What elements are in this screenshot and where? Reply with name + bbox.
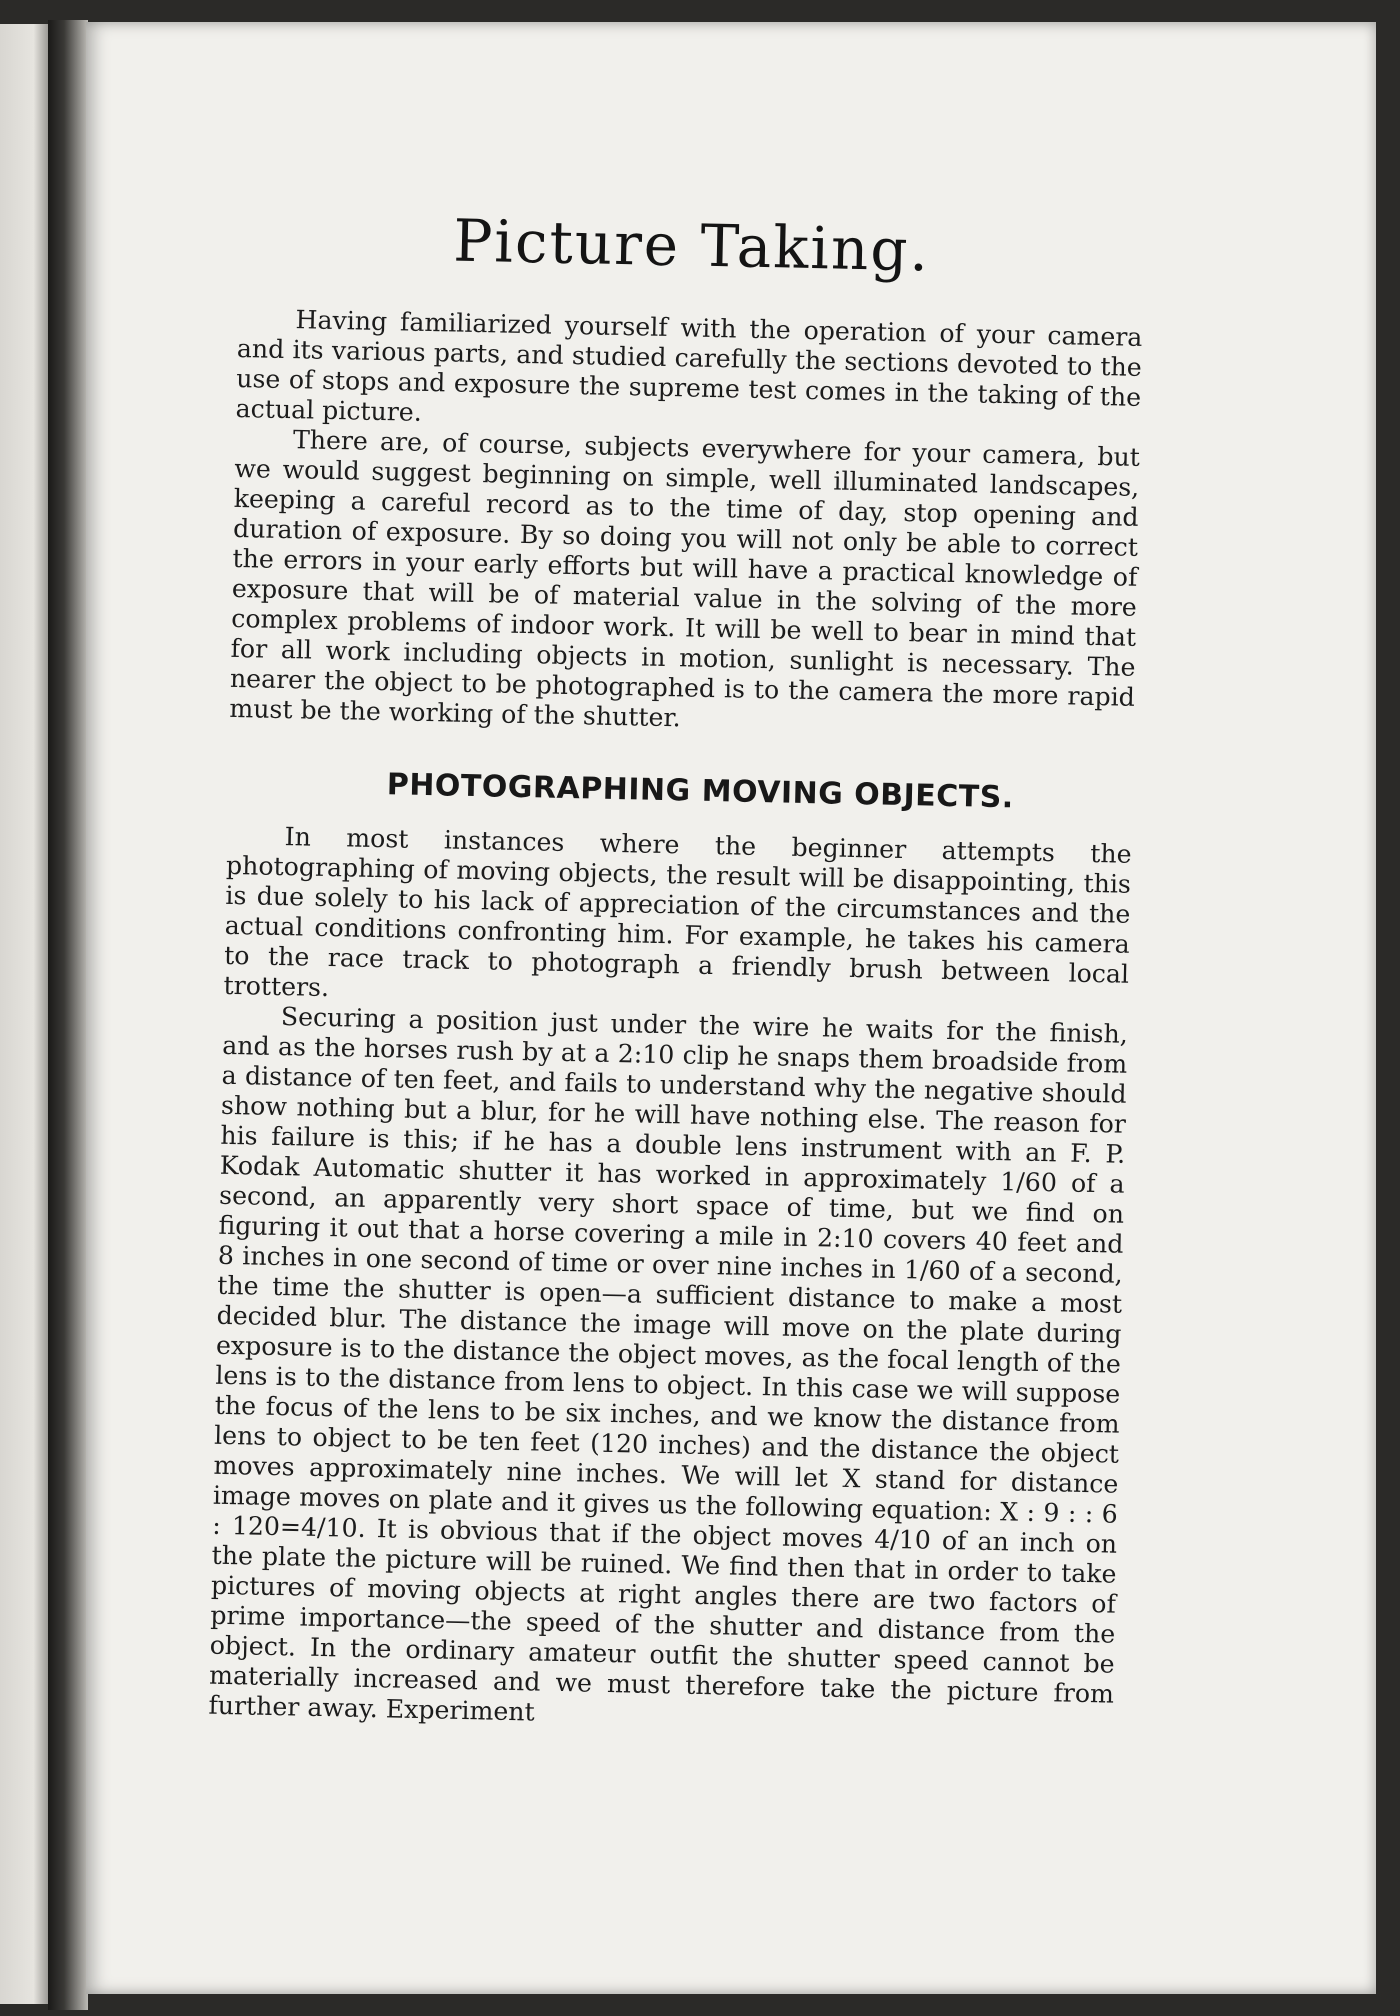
book-binding	[48, 20, 88, 2010]
book-page	[86, 22, 1376, 1994]
intro-paragraph-2: There are, of course, subjects everywhere for your camera, but we would suggest beginning on simple, well illuminated landscapes, keeping a careful record as to the time of day, stop opening and duration of exposure. By so doing you will not only be able to correct the errors in your early efforts but will have a practical knowledge of exposure that will be of material value in the solving of the more complex problems of indoor work. It will be well to bear in mind that for all work including objects in motion, sunlight is necessary. The nearer the object to be photographed is to the camera the more rapid must be the working of the shutter.	[229, 425, 1141, 733]
page-content	[208, 202, 1145, 1740]
section-paragraph-1: In most instances where the beginner attempts the photographing of moving objects, the result will be disappointing, this is due solely to his lack of appreciation of the circumstances and the actual conditions confronting him. For example, he takes his camera to the race track to photograph a friendly brush between local trotters.	[223, 822, 1132, 1003]
section-paragraph-2: Securing a position just under the wire he waits for the finish, and as the horses rush by at a 2:10 clip he snaps them broadside from a distance of ten feet, and fails to understand why the negative should show nothing but a blur, for he will have nothing else. The reason for his failure is this; if he has a double lens instrument with an F. P. Kodak Automatic shutter it has worked in approximately 1/60 of a second, an apparently very short space of time, but we find on figuring it out that a horse covering a mile in 2:10 covers 40 feet and 8 inches in one second of time or over nine inches in 1/60 of a second, the time the shutter is open—a sufficient distance to make a most decided blur. The distance the image will move on the plate during exposure is to the distance the object moves, as the focal length of the lens is to the distance from lens to object. In this case we will suppose the focus of the lens to be six inches, and we know the distance from lens to object to be ten feet (120 inches) and the distance the object moves approximately nine inches. We will let X stand for distance image moves on plate and it gives us the following equation: X : 9 : : 6 : 120=4/10. It is obvious that if the object moves 4/10 of an inch on the plate the picture will be ruined. We find then that in order to take pictures of moving objects at right angles there are two factors of prime importance—the speed of the shutter and distance from the object. In the ordinary amateur outfit the shutter speed cannot be materially increased and we must therefore take the picture from further away. Experiment	[208, 1002, 1129, 1727]
section-heading: PHOTOGRAPHING MOVING OBJECTS.	[386, 767, 1015, 816]
facing-page-edge	[0, 24, 48, 2004]
page-title: Picture Taking.	[452, 206, 931, 285]
intro-paragraph-1: Having familiarized yourself with the operation of your camera and its various parts, and studied carefully the sections devoted to the use of stops and exposure the supreme test comes in the taking of the actual picture.	[235, 305, 1143, 427]
